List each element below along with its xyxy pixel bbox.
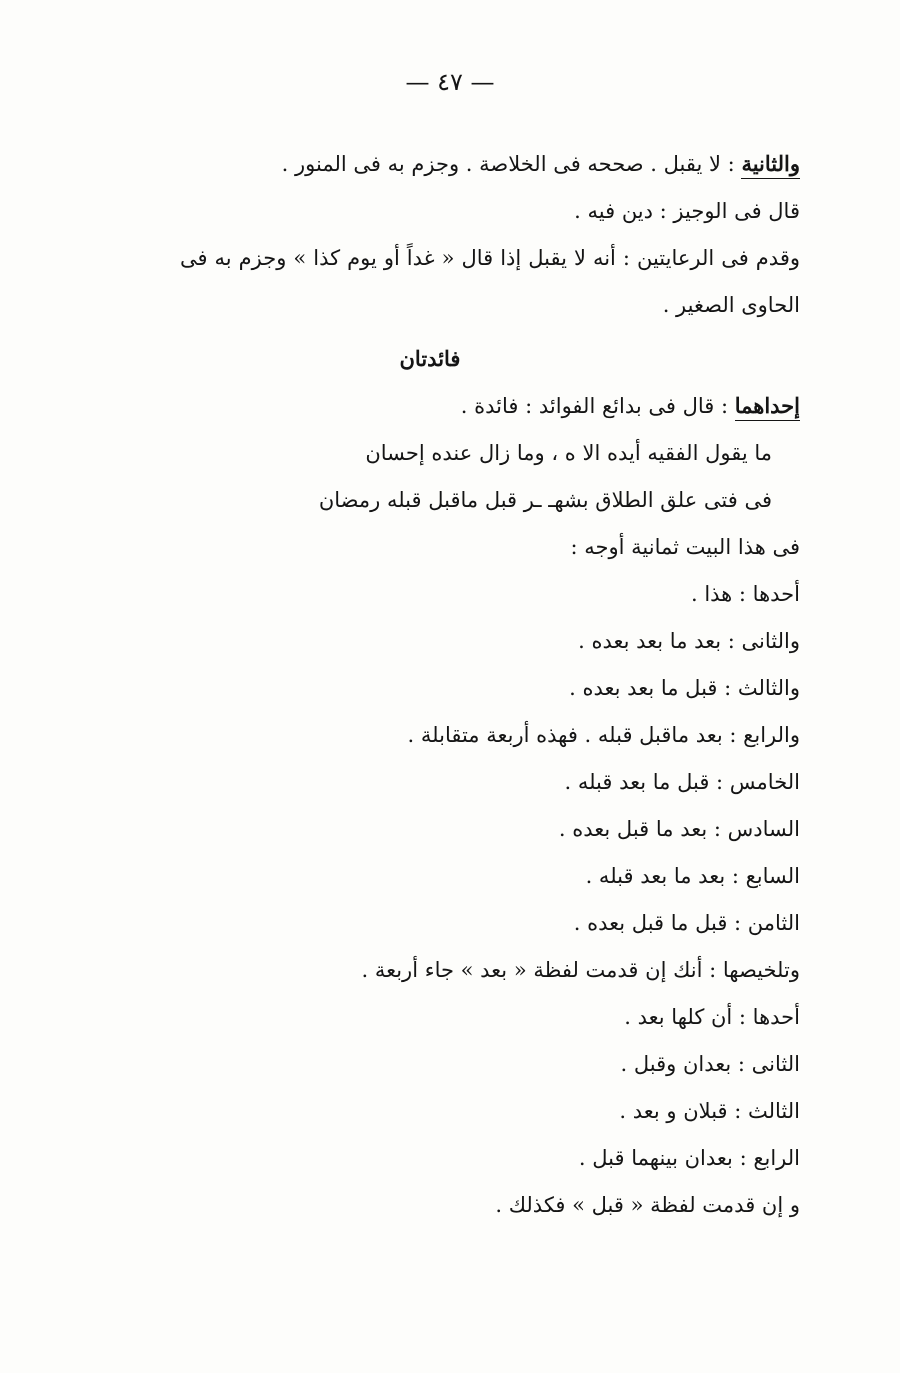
text-line — [180, 382, 800, 430]
text-line: الثالث : قبلان و بعد . — [619, 1099, 800, 1123]
text-line: الرابع : بعدان بينهما قبل . — [578, 1146, 800, 1170]
verse-line: ما يقول الفقيه أيده الا ه ، وما زال عنده إحسان — [365, 441, 772, 465]
underlined-lead-word: والثانية — [741, 151, 800, 179]
text-line: و إن قدمت لفظة « قبل » فكذلك . — [495, 1193, 800, 1217]
underlined-lead-word: إحداهما — [735, 393, 800, 421]
text-paragraph: وقدم فى الرعايتين : أنه لا يقبل إذا قال « غداً أو يوم كذا » وجزم به فى الحاوى الصغير . — [180, 246, 800, 317]
text-line: أحدها : هذا . — [690, 582, 800, 606]
section-heading: فائدتان — [399, 346, 461, 371]
text-line: الثامن : قبل ما قبل بعده . — [573, 911, 800, 935]
text-line: والثالث : قبل ما بعد بعده . — [569, 676, 800, 700]
page-number: — ٤٧ — — [405, 68, 495, 96]
text-line: والثانى : بعد ما بعد بعده . — [578, 629, 800, 653]
line-text: : لا يقبل . صححه فى الخلاصة . وجزم به فى المنور . — [281, 152, 742, 176]
text-line: السابع : بعد ما بعد قبله . — [585, 864, 800, 888]
text-line: الثانى : بعدان وقبل . — [620, 1052, 800, 1076]
page-content — [180, 140, 800, 1229]
text-line: الخامس : قبل ما بعد قبله . — [564, 770, 800, 794]
text-line — [180, 140, 800, 188]
text-line: فى هذا البيت ثمانية أوجه : — [570, 535, 800, 559]
text-line: قال فى الوجيز : دين فيه . — [574, 199, 800, 223]
text-line: السادس : بعد ما قبل بعده . — [558, 817, 800, 841]
text-line: وتلخيصها : أنك إن قدمت لفظة « بعد » جاء أربعة . — [361, 958, 800, 982]
verse-line: فى فتى علق الطلاق بشهـ ـر قبل ماقبل قبله رمضان — [318, 488, 772, 512]
line-text: : قال فى بدائع الفوائد : فائدة . — [460, 394, 735, 418]
text-line: والرابع : بعد ماقبل قبله . فهذه أربعة متقابلة . — [407, 723, 800, 747]
text-line: أحدها : أن كلها بعد . — [624, 1005, 800, 1029]
